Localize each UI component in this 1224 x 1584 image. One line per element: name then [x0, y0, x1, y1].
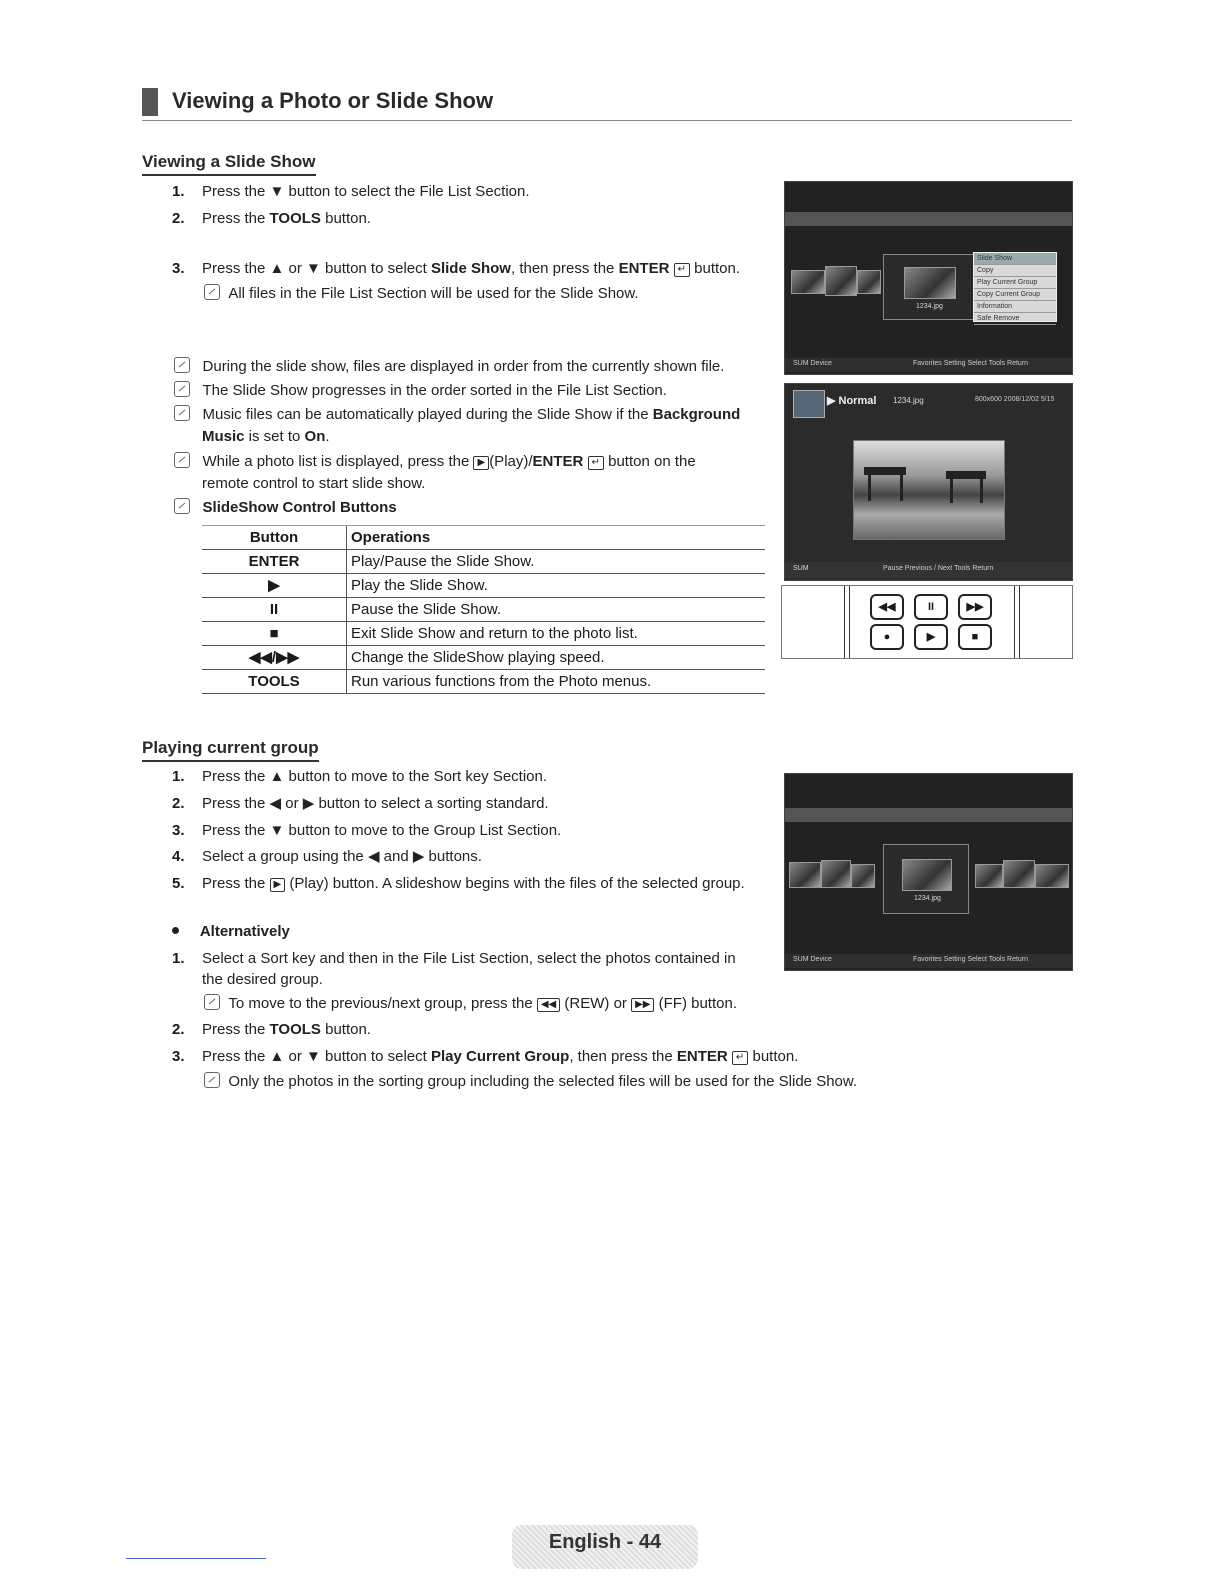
tv-screen-group-list: 1234.jpg SUM Device Favorites Setting Select Tools Return	[784, 773, 1073, 971]
note-icon	[204, 994, 220, 1010]
note-icon	[204, 284, 220, 300]
remote-icon	[174, 452, 190, 468]
note-play: While a photo list is displayed, press the ▶ (Play)/ENTER ↵ button on the	[174, 452, 696, 472]
section-heading-slide-show: Viewing a Slide Show	[142, 152, 316, 176]
sort-bar	[785, 212, 1072, 226]
page-title-bar	[142, 86, 1072, 121]
play-key-icon: ▶	[270, 878, 286, 892]
selected-photo-frame: 1234.jpg	[883, 254, 975, 320]
tv-screen-slide-show: ▶ Normal 1234.jpg 800x600 2008/12/02 5/15 SUM Pause Previous / Next Tools Return	[784, 383, 1073, 581]
note-icon	[204, 1072, 220, 1088]
alt-step-1-line2: the desired group.	[202, 971, 323, 988]
note-icon	[174, 357, 190, 373]
tv-screen-file-list: 1234.jpg Slide Show Copy Play Current Group Copy Current Group Information Safe Remove SUM Device Favorites Setting Select Tools Return	[784, 181, 1073, 375]
selected-photo-frame: 1234.jpg	[883, 844, 969, 914]
note-icon	[174, 381, 190, 397]
slide-photo	[853, 440, 1005, 540]
stop-key-icon: ■	[958, 624, 992, 650]
pause-key-icon: II	[914, 594, 948, 620]
tools-menu: Slide Show Copy Play Current Group Copy Current Group Information Safe Remove	[973, 252, 1057, 322]
step-3-note: All files in the File List Section will be used for the Slide Show.	[204, 284, 639, 304]
note-music-line2: Music is set to On.	[202, 428, 330, 445]
table-header-button: Button	[202, 526, 347, 550]
table-row: TOOLS Run various functions from the Photo menus.	[202, 670, 765, 694]
alt-step-1-note: To move to the previous/next group, press the ◀◀ (REW) or ▶▶ (FF) button.	[204, 994, 737, 1014]
fast-forward-key-icon: ▶▶	[631, 998, 654, 1012]
note-icon	[174, 498, 190, 514]
table-row: ENTER Play/Pause the Slide Show.	[202, 550, 765, 574]
alternatively-heading: Alternatively	[172, 922, 290, 942]
play-key-icon: ▶	[914, 624, 948, 650]
note-icon	[174, 405, 190, 421]
record-key-icon: ●	[870, 624, 904, 650]
section-heading-current-group: Playing current group	[142, 738, 319, 762]
note-music: Music files can be automatically played during the Slide Show if the Background	[174, 405, 740, 425]
rewind-key-icon: ◀◀	[537, 998, 560, 1012]
page-number: English - 44	[548, 1531, 662, 1553]
table-row: ◀◀/▶▶ Change the SlideShow playing speed.	[202, 646, 765, 670]
table-row: ▶ Play the Slide Show.	[202, 574, 765, 598]
table-row: ■ Exit Slide Show and return to the photo list.	[202, 622, 765, 646]
play-key-icon: ▶	[473, 456, 489, 470]
note-2: The Slide Show progresses in the order sorted in the File List Section.	[174, 381, 667, 401]
enter-key-icon: ↵	[588, 456, 604, 470]
rewind-key-icon: ◀◀	[870, 594, 904, 620]
footer-rule	[126, 1558, 266, 1559]
fast-forward-key-icon: ▶▶	[958, 594, 992, 620]
control-buttons-heading: SlideShow Control Buttons	[174, 498, 397, 518]
page-title: Viewing a Photo or Slide Show	[172, 88, 494, 113]
enter-key-icon: ↵	[732, 1051, 748, 1065]
alt-step-3-note: Only the photos in the sorting group including the selected files will be used for the Slide Show.	[204, 1072, 857, 1092]
table-row: II Pause the Slide Show.	[202, 598, 765, 622]
home-icon	[793, 390, 825, 418]
note-1: During the slide show, files are displayed in order from the currently shown file.	[174, 357, 724, 377]
remote-illustration	[781, 585, 1073, 659]
sort-bar	[785, 808, 1072, 822]
title-marker	[142, 88, 158, 116]
control-buttons-table	[202, 525, 765, 694]
enter-key-icon: ↵	[674, 263, 690, 277]
table-header-operations: Operations	[347, 526, 766, 550]
note-play-line2: remote control to start slide show.	[202, 475, 426, 492]
